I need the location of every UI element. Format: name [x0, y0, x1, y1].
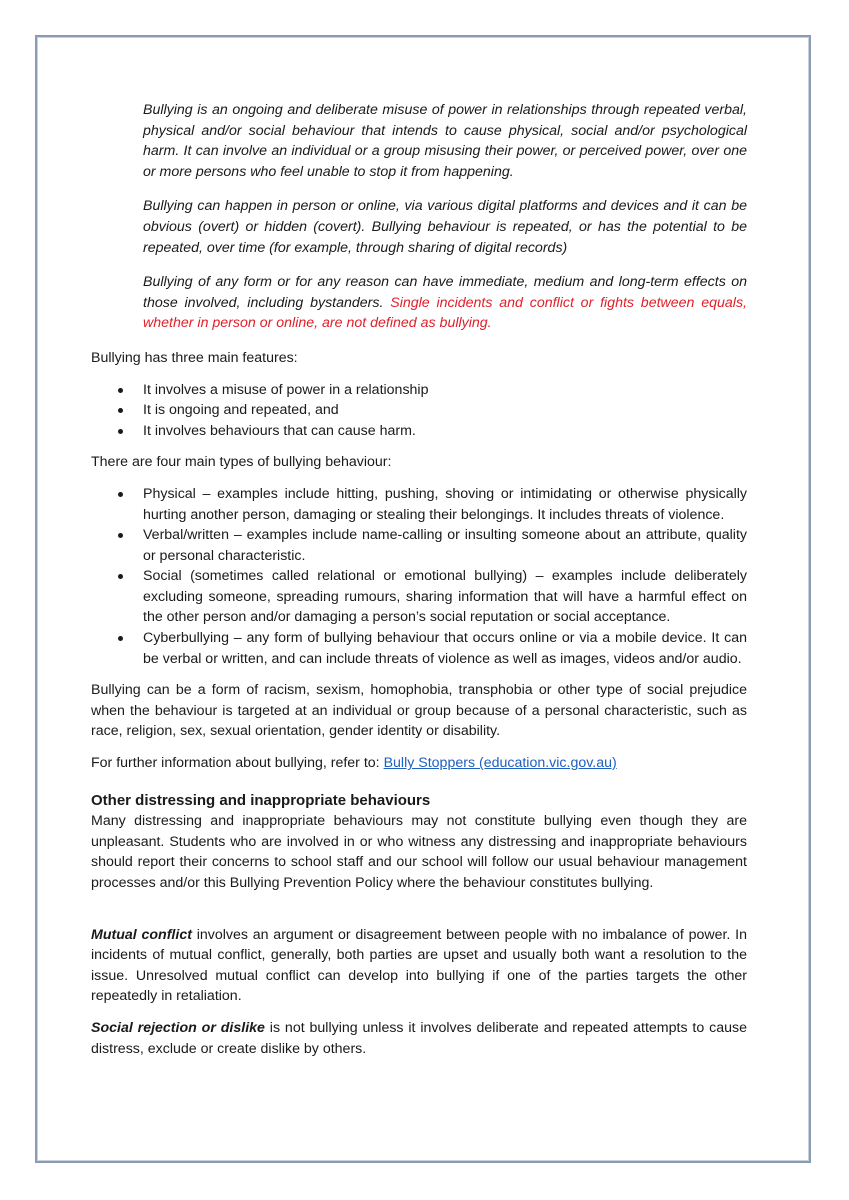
- list-item: Social (sometimes called relational or emotional bullying) – examples include deliberately excluding someone, spreading rumours, sharing information that will have a harmful effect on the other person and/or damaging a person’s social reputation or social acceptance.: [91, 566, 747, 628]
- bully-stoppers-link[interactable]: Bully Stoppers (education.vic.gov.au): [383, 755, 617, 772]
- other-behaviours-paragraph: Many distressing and inappropriate behaviours may not constitute bullying even though they are unpleasant. Students who are involved in or who witness any distressing and inappropriate behaviours should report their concerns to school staff and our school will follow our usual behaviour management processes and/or this Bullying Prevention Policy where the behaviour constitutes bullying.: [91, 813, 747, 891]
- further-info-paragraph: [91, 753, 747, 774]
- section-heading: Other distressing and inappropriate behaviours: [91, 791, 431, 809]
- features-intro: Bullying has three main features:: [91, 349, 298, 366]
- list-item: It involves behaviours that can cause harm.: [91, 421, 747, 442]
- list-item: Verbal/written – examples include name-calling or insulting someone about an attribute, quality or personal characteristic.: [91, 525, 747, 566]
- definition-paragraph-1: Bullying is an ongoing and deliberate misuse of power in relationships through repeated verbal, physical and/or social behaviour that intends to cause physical, social and/or psychological harm. It can involve an individual or a group misusing their power, or perceived power, over one or more persons who feel unable to stop it from happening.: [143, 102, 747, 180]
- social-rejection-text: is not bullying unless it involves deliberate and repeated attempts to cause distress, exclude or create dislike by others.: [91, 1019, 747, 1057]
- prejudice-paragraph: Bullying can be a form of racism, sexism, homophobia, transphobia or other type of social prejudice when the behaviour is targeted at an individual or group because of a personal characteristic, such as race, religion, sex, sexual orientation, gender identity or disability.: [91, 682, 747, 740]
- list-item: It involves a misuse of power in a relationship: [91, 380, 747, 401]
- types-list: [91, 484, 747, 669]
- further-info-text: For further information about bullying, refer to:: [91, 755, 384, 772]
- definition-effects-text: Bullying of any form or for any reason can have immediate, medium and long-term effects on those involved, including bystanders.: [143, 274, 747, 311]
- list-item: Cyberbullying – any form of bullying behaviour that occurs online or via a mobile device. It can be verbal or written, and can include threats of violence as well as images, videos and/or audio.: [91, 628, 747, 669]
- definition-exclusion-text: Single incidents and conflict or fights between equals, whether in person or online, are not defined as bullying.: [143, 294, 747, 332]
- list-item: It is ongoing and repeated, and: [91, 400, 747, 421]
- social-rejection-term: Social rejection or dislike: [91, 1019, 265, 1036]
- mutual-conflict-text: involves an argument or disagreement between people with no imbalance of power. In incidents of mutual conflict, generally, both parties are upset and usually both want a resolution to the issue. Unresolved mutual conflict can develop into bullying if one of the parties targets the other repeatedly in retaliation.: [91, 926, 747, 1005]
- document-body: [91, 100, 747, 1070]
- list-item: Physical – examples include hitting, pushing, shoving or intimidating or otherwise physically hurting another person, damaging or stealing their belongings. It includes threats of violence.: [91, 484, 747, 525]
- definition-paragraph-3: [143, 272, 747, 334]
- types-intro: There are four main types of bullying behaviour:: [91, 454, 392, 471]
- definition-paragraph-2: Bullying can happen in person or online, via various digital platforms and devices and it can be obvious (overt) or hidden (covert). Bullying behaviour is repeated, or has the potential to be repeated, over time (for example, through sharing of digital records): [143, 198, 747, 256]
- mutual-conflict-paragraph: [91, 925, 747, 1007]
- bullying-definition: [143, 100, 747, 334]
- social-rejection-paragraph: [91, 1018, 747, 1059]
- spacer: [91, 905, 747, 925]
- features-list: [91, 380, 747, 442]
- mutual-conflict-term: Mutual conflict: [91, 926, 192, 943]
